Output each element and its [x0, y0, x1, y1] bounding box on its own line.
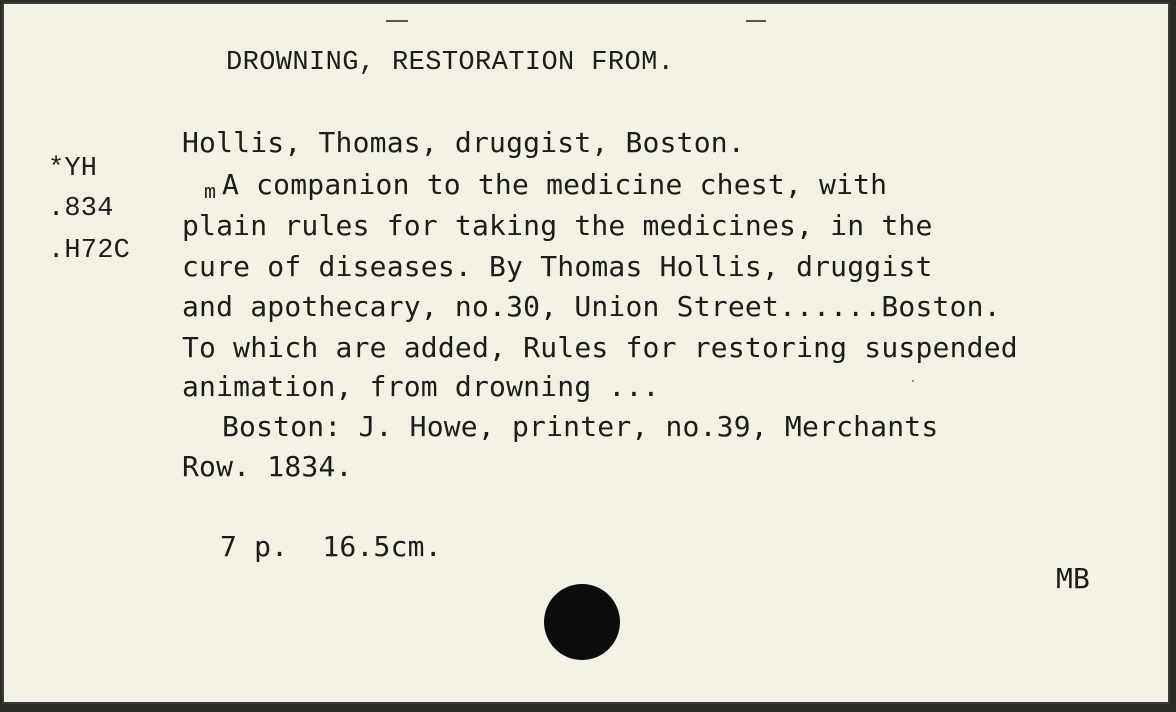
subject-heading: DROWNING, RESTORATION FROM.	[226, 48, 675, 78]
call-number-line: .834	[48, 194, 114, 224]
paper-speck	[912, 380, 914, 382]
collation: 7 p. 16.5cm.	[220, 530, 442, 563]
title-line: To which are added, Rules for restoring suspended	[182, 331, 1018, 364]
call-number-line: *YH	[48, 154, 98, 184]
punch-hole	[544, 584, 620, 660]
title-line: plain rules for taking the medicines, in the	[182, 209, 933, 242]
title-line: cure of diseases. By Thomas Hollis, druggist	[182, 250, 933, 283]
title-line: and apothecary, no.30, Union Street......Boston.	[182, 290, 1001, 323]
author-entry: Hollis, Thomas, druggist, Boston.	[182, 126, 745, 159]
catalog-card	[2, 2, 1170, 704]
imprint-line: Boston: J. Howe, printer, no.39, Merchants	[222, 410, 939, 443]
location-code: MB	[1056, 562, 1091, 595]
top-edge-mark-right	[746, 20, 766, 22]
imprint-line: Row. 1834.	[182, 450, 353, 483]
title-line: animation, from drowning ...	[182, 370, 660, 403]
top-edge-mark-left	[386, 20, 408, 22]
call-number-line: .H72C	[48, 236, 131, 266]
title-line: A companion to the medicine chest, with	[222, 168, 888, 201]
insertion-mark: m	[204, 182, 217, 205]
